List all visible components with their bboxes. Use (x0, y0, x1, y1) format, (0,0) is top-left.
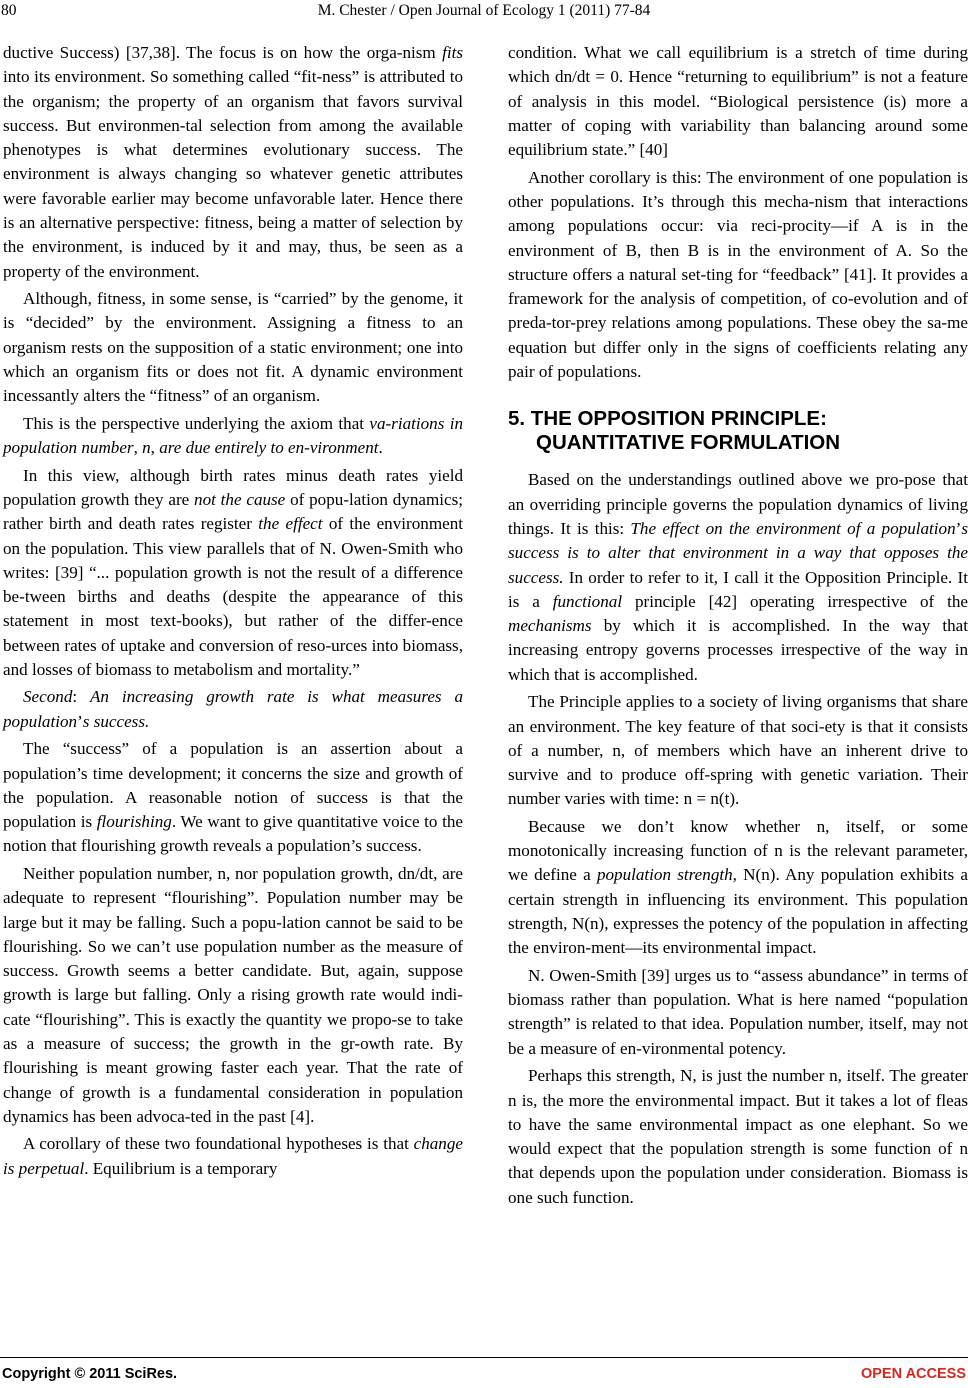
running-head-title: M. Chester / Open Journal of Ecology 1 (2011) 77-84 (317, 2, 651, 19)
left-column (3, 41, 463, 1184)
italic-text: An increasing growth rate is what measures a population (3, 687, 463, 731)
paragraph-p11 (508, 468, 968, 687)
italic-text: The effect on the environment of a population (630, 518, 956, 538)
paragraph-p10 (508, 166, 968, 385)
text-run: Because we don’t know whether n, itself, or some monotonically increasing function of n is the relevant parameter, we define a (508, 816, 968, 885)
section-heading (508, 407, 968, 454)
text-run: Another corollary is this: The environment of one population is other populations. It’s through this mecha-nism that interactions among populations occur: via reci-procity—if A is in the environment of B, then B is in the environment of A. So the structure offers a natural set-ting for “feedback” [41]. It provides a framework for the analysis of competition, of co-evolution and of preda-tor-prey relations among populations. These obey the sa-me equation but differ only in the signs of coefficients relating any pair of populations. (508, 167, 968, 382)
text-run: principle [42] operating irrespective of the (622, 591, 968, 611)
text-run: In order to refer to it, I call it the Opposition Principle. It is a (508, 567, 968, 611)
paragraph-p8 (3, 1132, 463, 1181)
section-heading-line2: QUANTITATIVE FORMULATION (536, 430, 841, 454)
right-column-top (508, 41, 968, 384)
italic-text: functional (552, 591, 623, 611)
italic-text: flourishing (96, 812, 172, 832)
paragraph-p2 (3, 287, 463, 408)
text-run: ’ (955, 518, 962, 538)
text-run: The “success” of a population is an assertion about a population’s time development; it concerns the size and growth of the population. A reasonable notion of success is that the population is (3, 739, 463, 832)
italic-text: are due entirely to en-vironment (159, 438, 379, 458)
text-run: , N(n). Any population exhibits a certain strength in influencing its environment. This population strength, N(n), expresses the potency of the population in affecting the environ-ment—its environmental impact. (508, 865, 968, 958)
right-column (508, 41, 968, 1213)
text-run: . We want to give quantitative voice to the notion that flourishing growth reveals a population’s success. (3, 812, 463, 856)
open-access-label: OPEN ACCESS (860, 1366, 966, 1382)
paragraph-p6 (3, 737, 463, 858)
italic-text: the effect (258, 514, 323, 534)
paragraph-p3 (3, 412, 463, 461)
page-footer (0, 1366, 968, 1386)
text-run: by which it is accomplished. In the way that increasing entropy governs processes irrespective of the way in which that is accomplished. (508, 616, 968, 684)
italic-text: s success. (82, 711, 150, 731)
text-run: Although, fitness, in some sense, is “carried” by the genome, it is “decided” by the environment. Assigning a fitness to an organism rests on the supposition of a static environment; one into which an organism fits or does not fit. A dynamic environment incessantly alters the “fitness” of an organism. (3, 289, 463, 406)
text-run: : (72, 687, 90, 707)
paragraph-p5 (3, 685, 463, 734)
paragraph-p4 (3, 464, 463, 683)
footer-rule (0, 1357, 968, 1358)
section-heading-line1: 5. THE OPPOSITION PRINCIPLE: (508, 407, 827, 431)
paragraph-p14 (508, 964, 968, 1061)
right-column-bottom (508, 468, 968, 1210)
paragraph-p7 (3, 862, 463, 1129)
paragraph-p12 (508, 690, 968, 811)
copyright-notice: Copyright © 2011 SciRes. (2, 1366, 178, 1382)
italic-text: s success is to alter that environment in a way that opposes the success. (508, 518, 968, 587)
text-run: . (378, 438, 383, 458)
italic-text: Second (23, 687, 73, 707)
text-run: The Principle applies to a society of living organisms that share an environment. The key feature of that soci-ety is that it consists of a number, n, of members which have an inherent drive to survive and to produce off-spring with genetic variation. Their number varies with time: n = n(t). (508, 692, 968, 809)
italic-text: not the cause (194, 489, 286, 509)
italic-text: n (142, 438, 151, 458)
italic-text: fits (442, 43, 463, 62)
text-run: N. Owen-Smith [39] urges us to “assess abundance” in terms of biomass rather than population. What is here named “population strength” is related to that idea. Population number, itself, may not be a measure of en-vironmental potency. (508, 965, 968, 1058)
page-number: 80 (1, 2, 17, 19)
running-header (0, 2, 968, 24)
italic-text: population strength (596, 865, 733, 885)
text-run: In this view, although birth rates minus death rates yield population growth they are (3, 465, 463, 509)
text-run: ductive Success) [37,38]. The focus is on how the orga-nism (3, 43, 443, 62)
text-run: A corollary of these two foundational hypotheses is that (23, 1134, 414, 1154)
paragraph-p9 (508, 41, 968, 162)
text-run: Based on the understandings outlined above we pro-pose that an overriding principle governs the population dynamics of living things. It is this: (508, 470, 968, 538)
italic-text: change is perpetual (3, 1134, 463, 1178)
text-run: . Equilibrium is a temporary (84, 1158, 278, 1178)
text-run: This is the perspective underlying the axiom that (23, 413, 370, 433)
text-run: condition. What we call equilibrium is a stretch of time during which dn/dt = 0. Hence “returning to equilibrium” is not a feature of analysis in this model. “Biological persistence (is) more a matter of coping with variability than balancing around some equilibrium state.” [40] (508, 43, 968, 160)
text-run: of popu-lation dynamics; rather birth and death rates register (3, 489, 463, 534)
paragraph-p15 (508, 1064, 968, 1210)
text-run: ’ (77, 711, 83, 731)
text-run: of the environment on the population. This view parallels that of N. Owen-Smith who writes: [39] “... population growth is not the result of a difference be-tween births and deaths (despite the appearance of this statement in most text-books), but rather of the differ-ence between rates of uptake and conversion of reso-urces into biomass, and losses of biomass to metabolism and mortality.” (3, 514, 463, 679)
text-run: , (150, 438, 160, 458)
italic-text: va-riations in population number (3, 413, 463, 458)
paragraph-p1 (3, 41, 463, 284)
text-run: into its environment. So something called “fit-ness” is attributed to the organism; the property of an organism that favors survival success. But environmen-tal selection from among the available phenotypes is what determines evolutionary success. The environment is always changing so whatever genetic attributes were favorable earlier may become unfavorable later. Hence there is an alternative perspective: fitness, being a matter of selection by the environment, is induced by it and may, thus, be seen as a property of the environment. (3, 67, 463, 281)
text-run: Neither population number, n, nor population growth, dn/dt, are adequate to represent “flourishing”. Population number may be large but it may be falling. Such a popu-lation cannot be said to be flourishing. So we can’t use population number as the measure of success. Growth seems a better candidate. But, again, suppose growth is large but falling. Only a rising growth rate would indi-cate “flourishing”. This is exactly the quantity we propo-se to take as a measure of success; the growth in the gr-owth rate. By flourishing is meant growing faster each year. That the rate of change of growth is a fundamental consideration in population dynamics has been advoca-ted in the past [4]. (3, 863, 463, 1126)
text-run: Perhaps this strength, N, is just the number n, itself. The greater n is, the more the environmental impact. But it takes a lot of fleas to have the same environmental impact as one elephant. So we would expect that the population strength is some function of n that depends upon the population under consideration. Biomass is one such function. (508, 1066, 968, 1207)
text-run: , (133, 438, 143, 458)
italic-text: mechanisms (508, 616, 592, 636)
paragraph-p13 (508, 815, 968, 961)
